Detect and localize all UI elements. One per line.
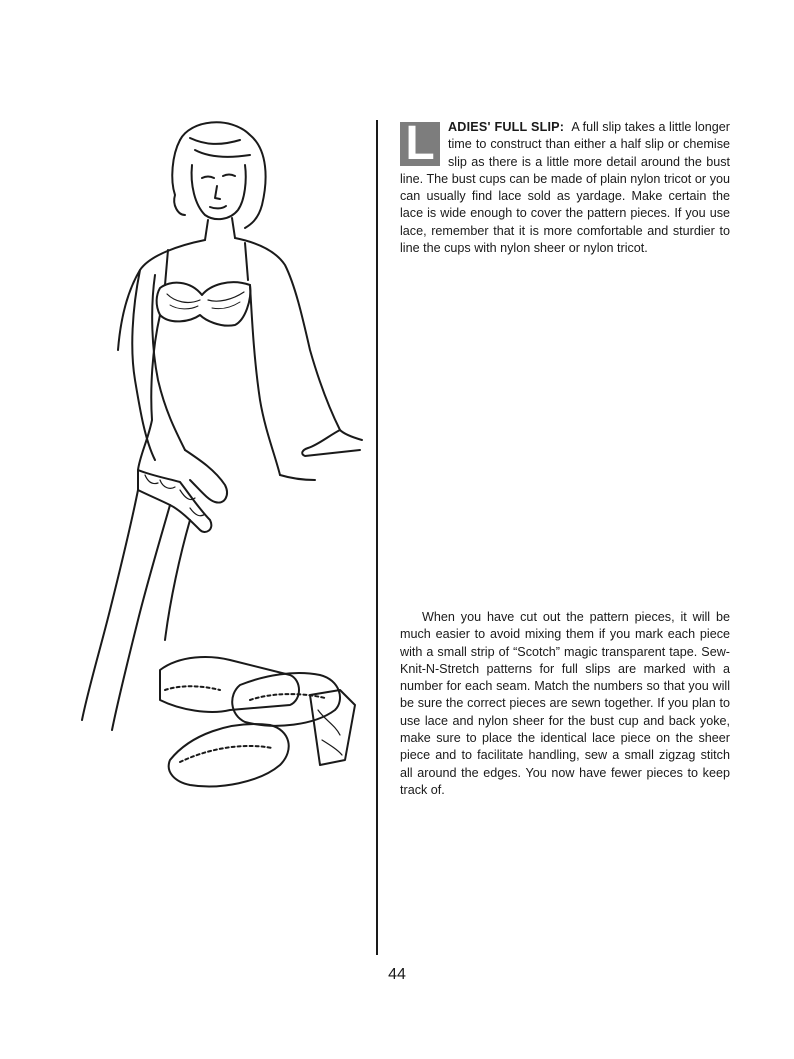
page-number: 44 [388,966,406,983]
drop-cap: L [400,122,440,166]
slip-illustration [40,110,380,850]
section-full-slip [400,119,730,257]
full-slip-paragraph [400,119,730,257]
full-slip-body: A full slip takes a little longer time to construct than either a half slip or chemise slip as there is a little more detail around the bust line. The bust cups can be made of plain nylon tricot or you can usually find lace sold as yardage. Make certain the lace is wide enough to cover the pattern pieces. If you use lace, remember that it is more comfortable and sturdier to line the cups with nylon sheer or nylon tricot. [400,120,730,256]
column-divider [376,120,378,955]
section-heading: ADIES' FULL SLIP: [448,120,565,134]
pattern-marking-paragraph: When you have cut out the pattern pieces, it will be much easier to avoid mixing them if you mark each piece with a small strip of “Scotch” magic transparent tape. Sew-Knit-N-Stretch patterns for full slips are marked with a number for each seam. Match the numbers so that you will be sure the correct pieces are sewn together. If you plan to use lace and nylon sheer for the bust cup and back yoke, make sure to place the identical lace piece on the sheer piece and to facilitate handling, sew a small zigzag stitch all around the edges. You now have fewer pieces to keep track of. [400,610,730,797]
section-pattern-marking [400,609,730,799]
